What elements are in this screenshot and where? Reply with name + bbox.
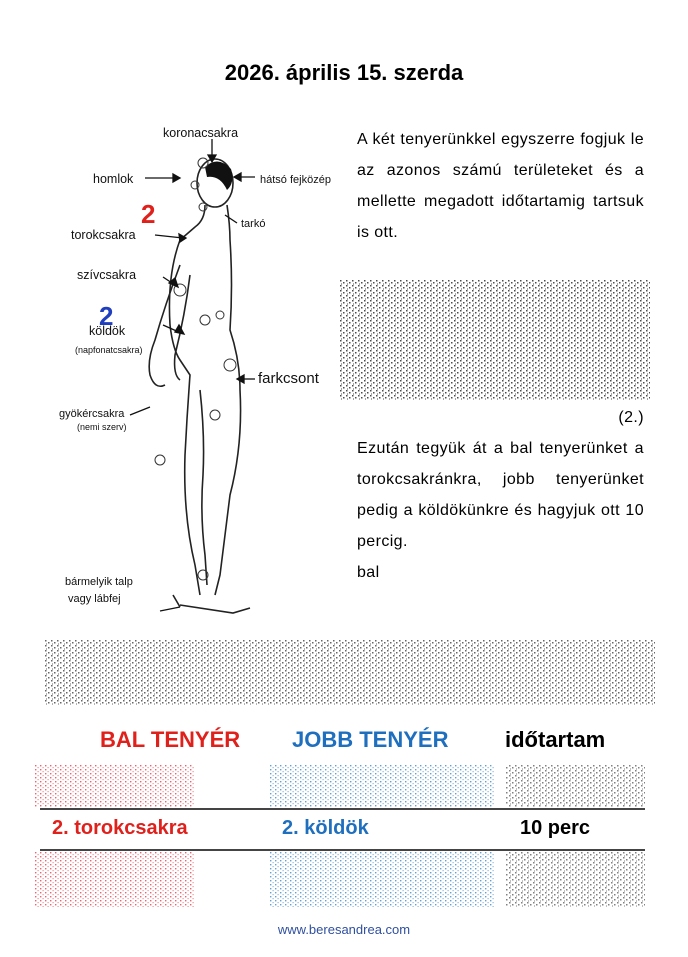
page-title: 2026. április 15. szerda <box>224 60 464 85</box>
header-idotartam: időtartam <box>505 727 606 752</box>
noise-row-2 <box>35 852 645 907</box>
noise-block-right <box>340 280 650 400</box>
label-szivcsakra: szívcsakra <box>77 268 137 282</box>
header-jobb-tenyer: JOBB TENYÉR <box>292 727 449 752</box>
body-illustration <box>55 115 350 630</box>
cell-idotartam: 10 perc <box>520 817 591 839</box>
step-paragraph <box>357 402 644 588</box>
step-tail: bal <box>357 564 380 581</box>
number-torokcsakra: 2 <box>141 199 156 229</box>
label-nemi-szerv: (nemi szerv) <box>77 422 127 432</box>
table-rule-top <box>40 808 645 810</box>
body-outline <box>149 159 250 613</box>
step-text: Ezután tegyük át a bal tenyerünket a torokcsakránkra, jobb tenyerünket pedig a köldökünkre és hagyjuk ott 10 percig. <box>357 440 644 550</box>
cell-jobb-tenyer: 2. köldök <box>282 817 369 839</box>
label-talp-2: vagy lábfej <box>68 593 121 605</box>
intro-paragraph: A két tenyerünkkel egyszerre fogjuk le az azonos számú területeket és a mellette megadott időtartamig tartsuk is ott. <box>357 131 644 241</box>
label-napfonat: (napfonatcsakra) <box>75 345 143 355</box>
footer-url[interactable]: www.beresandrea.com <box>277 922 411 937</box>
label-homlok: homlok <box>93 172 134 186</box>
step-number: (2.) <box>618 409 644 426</box>
label-torokcsakra: torokcsakra <box>71 228 136 242</box>
point-markers <box>155 158 236 580</box>
label-hatso-fejkozep: hátsó fejközép <box>260 174 331 186</box>
label-farkcsont: farkcsont <box>258 370 319 387</box>
cell-bal-tenyer: 2. torokcsakra <box>52 817 188 839</box>
noise-block-wide <box>45 640 655 705</box>
label-koldok: köldök <box>89 324 126 338</box>
label-tarko: tarkó <box>241 218 266 230</box>
table-rule-bottom <box>40 849 645 851</box>
label-koronacsakra: koronacsakra <box>163 126 239 140</box>
chakra-body-figure <box>55 115 350 630</box>
noise-row-1 <box>35 765 645 807</box>
label-gyokercsakra: gyökércsakra <box>59 408 125 420</box>
number-koldok: 2 <box>99 301 114 331</box>
label-talp-1: bármelyik talp <box>65 576 133 588</box>
header-bal-tenyer: BAL TENYÉR <box>100 727 241 752</box>
